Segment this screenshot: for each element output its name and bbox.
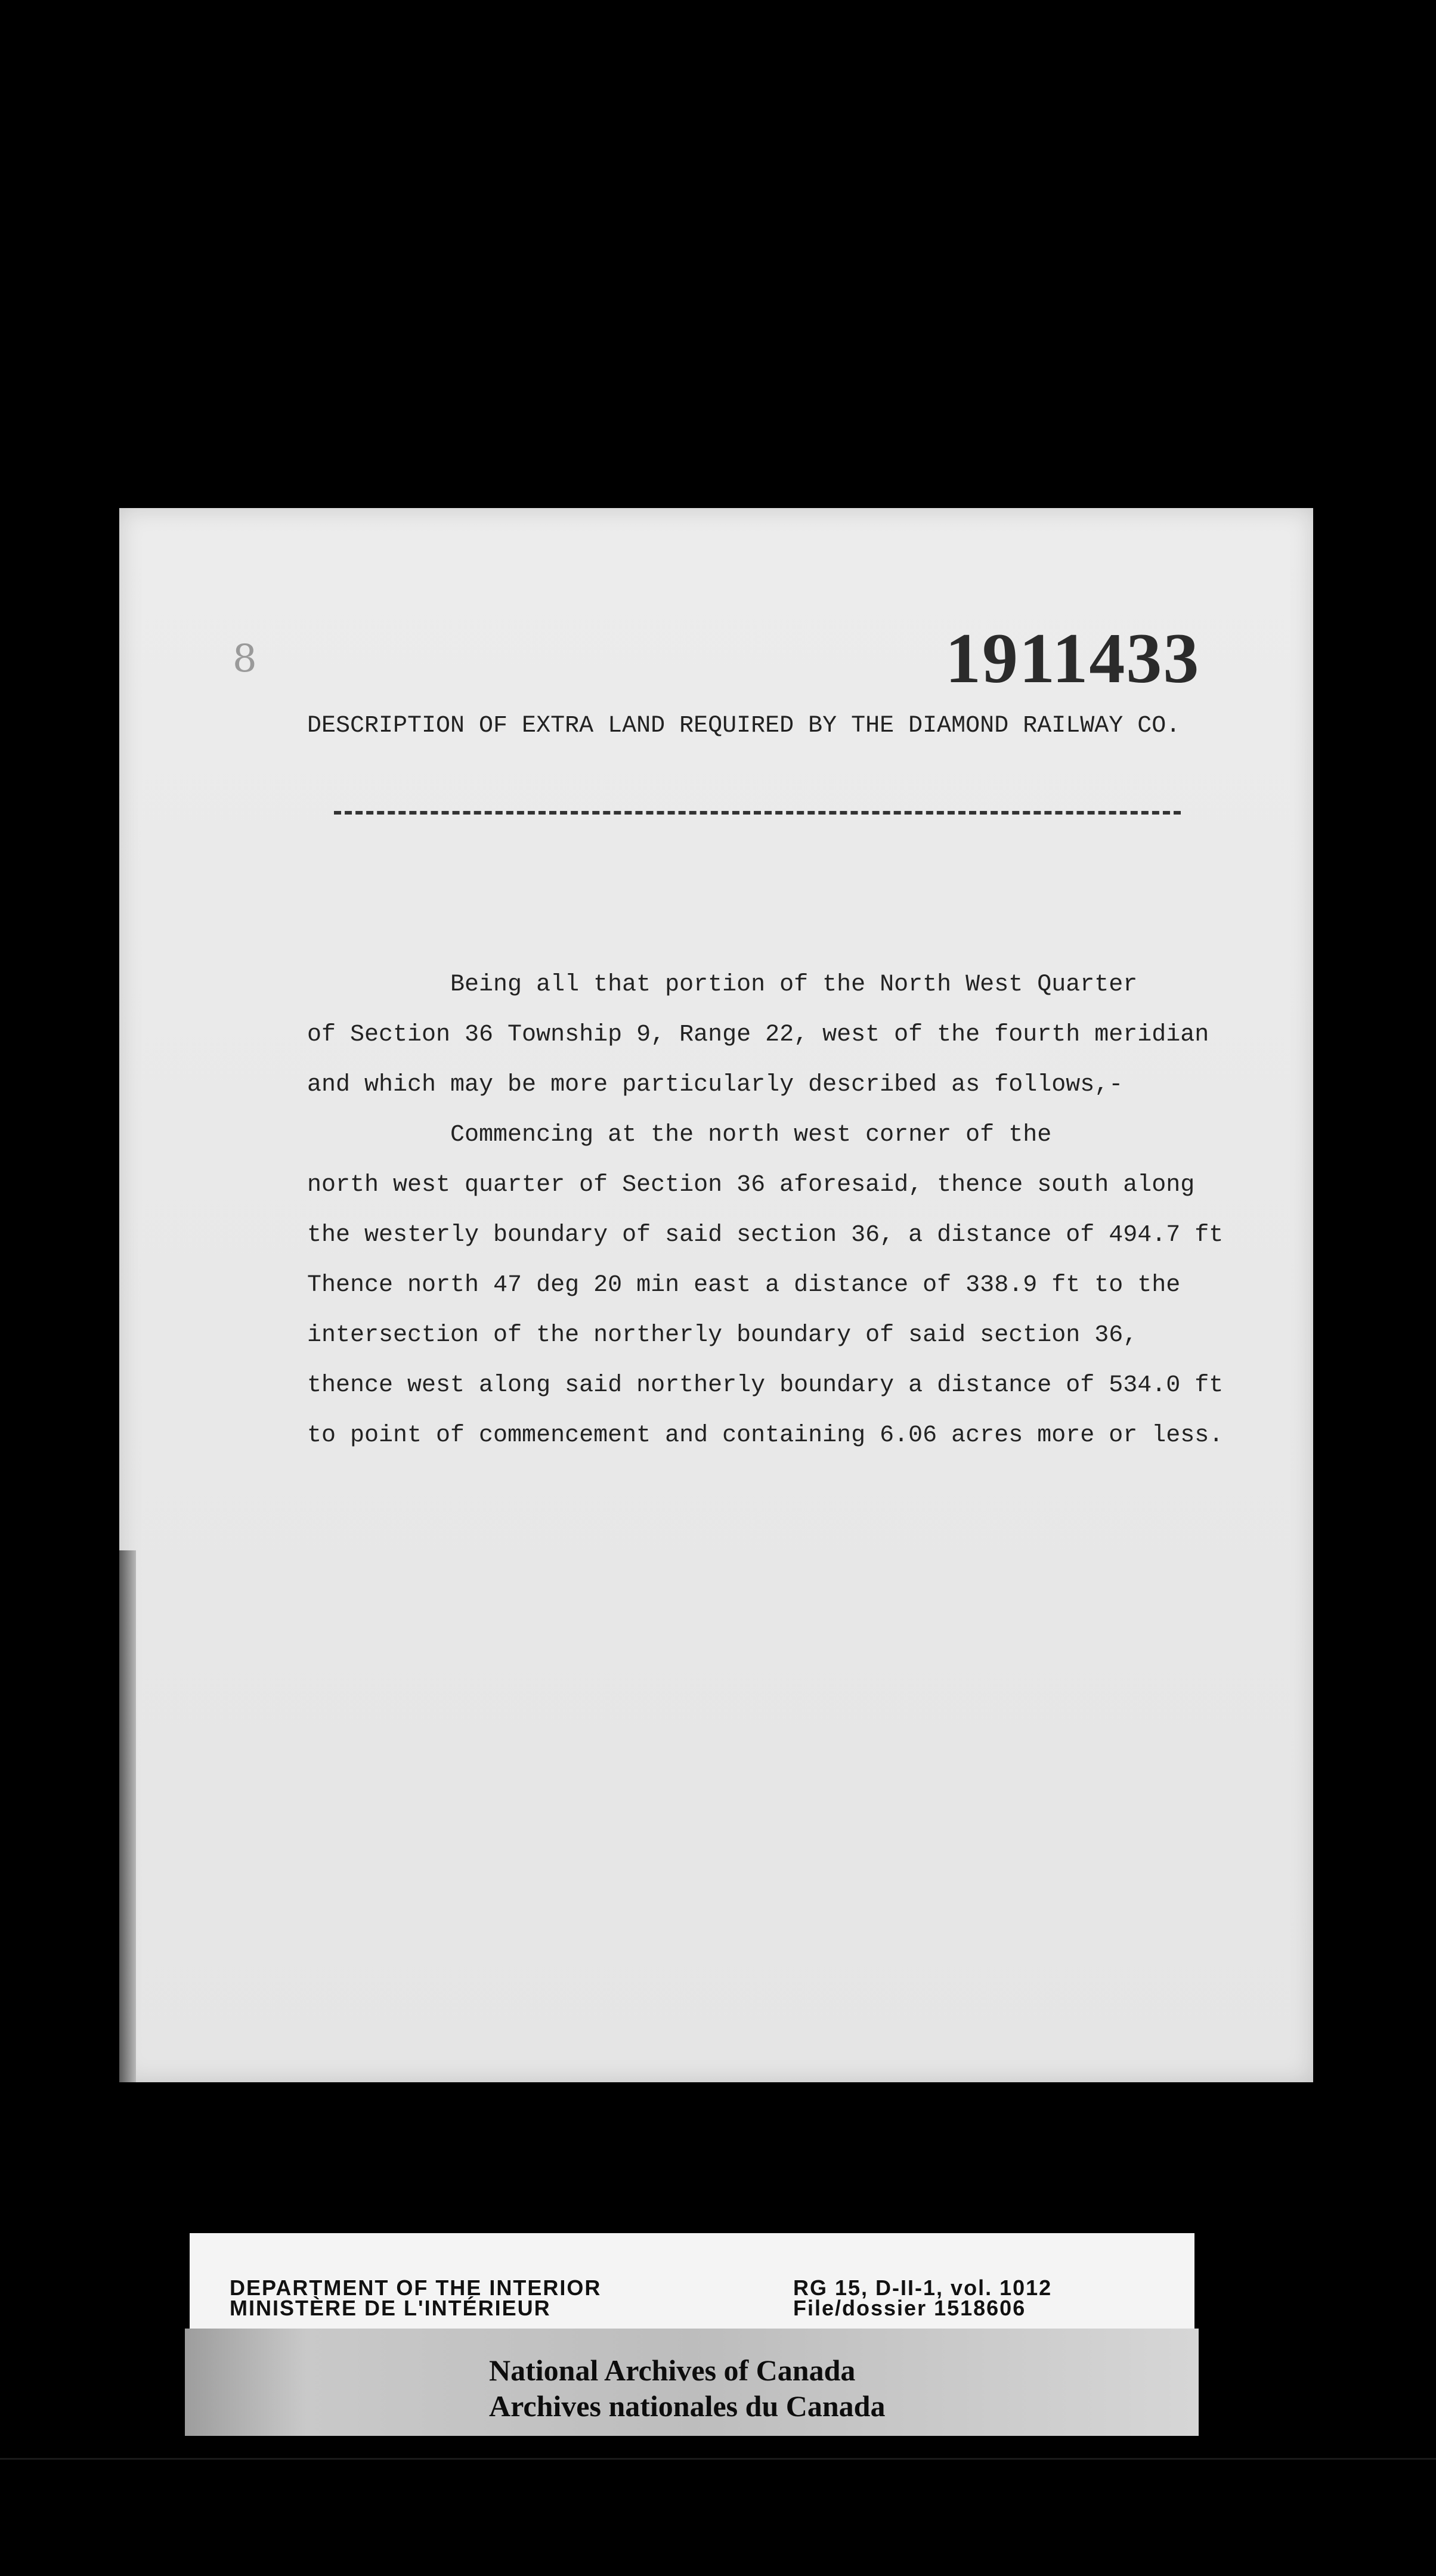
archives-fr: Archives nationales du Canada xyxy=(489,2389,886,2423)
pencil-mark: 8 xyxy=(233,637,257,681)
department-en: DEPARTMENT OF THE INTERIOR xyxy=(230,2275,602,2300)
body-line: and which may be more particularly described as follows,- xyxy=(307,1072,1124,1098)
department-label xyxy=(230,2275,602,2320)
body-line: Commencing at the north west corner of the xyxy=(307,1122,1052,1148)
reference-label xyxy=(793,2275,1053,2320)
document-number: 1911433 xyxy=(945,618,1200,698)
description-body xyxy=(307,960,1273,1461)
dashed-divider xyxy=(334,811,1181,815)
body-line: north west quarter of Section 36 aforesaid, thence south along xyxy=(307,1172,1195,1199)
body-line: intersection of the northerly boundary of said section 36, xyxy=(307,1322,1138,1349)
body-line: Being all that portion of the North West Quarter xyxy=(307,971,1138,998)
body-line: thence west along said northerly boundary a distance of 534.0 ft xyxy=(307,1372,1224,1399)
body-line: the westerly boundary of said section 36, a distance of 494.7 ft xyxy=(307,1222,1224,1249)
record-group: RG 15, D-II-1, vol. 1012 xyxy=(793,2275,1053,2300)
archives-name xyxy=(489,2352,885,2424)
body-line: Thence north 47 deg 20 min east a distance of 338.9 ft to the xyxy=(307,1272,1181,1299)
archives-en: National Archives of Canada xyxy=(489,2354,856,2387)
page-edge-shadow xyxy=(119,1550,136,2082)
scan-border-line xyxy=(0,2458,1436,2460)
body-line: to point of commencement and containing 6.06 acres more or less. xyxy=(307,1422,1224,1449)
department-fr: MINISTÈRE DE L'INTÉRIEUR xyxy=(230,2296,551,2320)
file-number: File/dossier 1518606 xyxy=(793,2296,1026,2320)
document-title: DESCRIPTION OF EXTRA LAND REQUIRED BY THE DIAMOND RAILWAY CO. xyxy=(307,713,1181,739)
body-line: of Section 36 Township 9, Range 22, west of the fourth meridian xyxy=(307,1021,1209,1048)
